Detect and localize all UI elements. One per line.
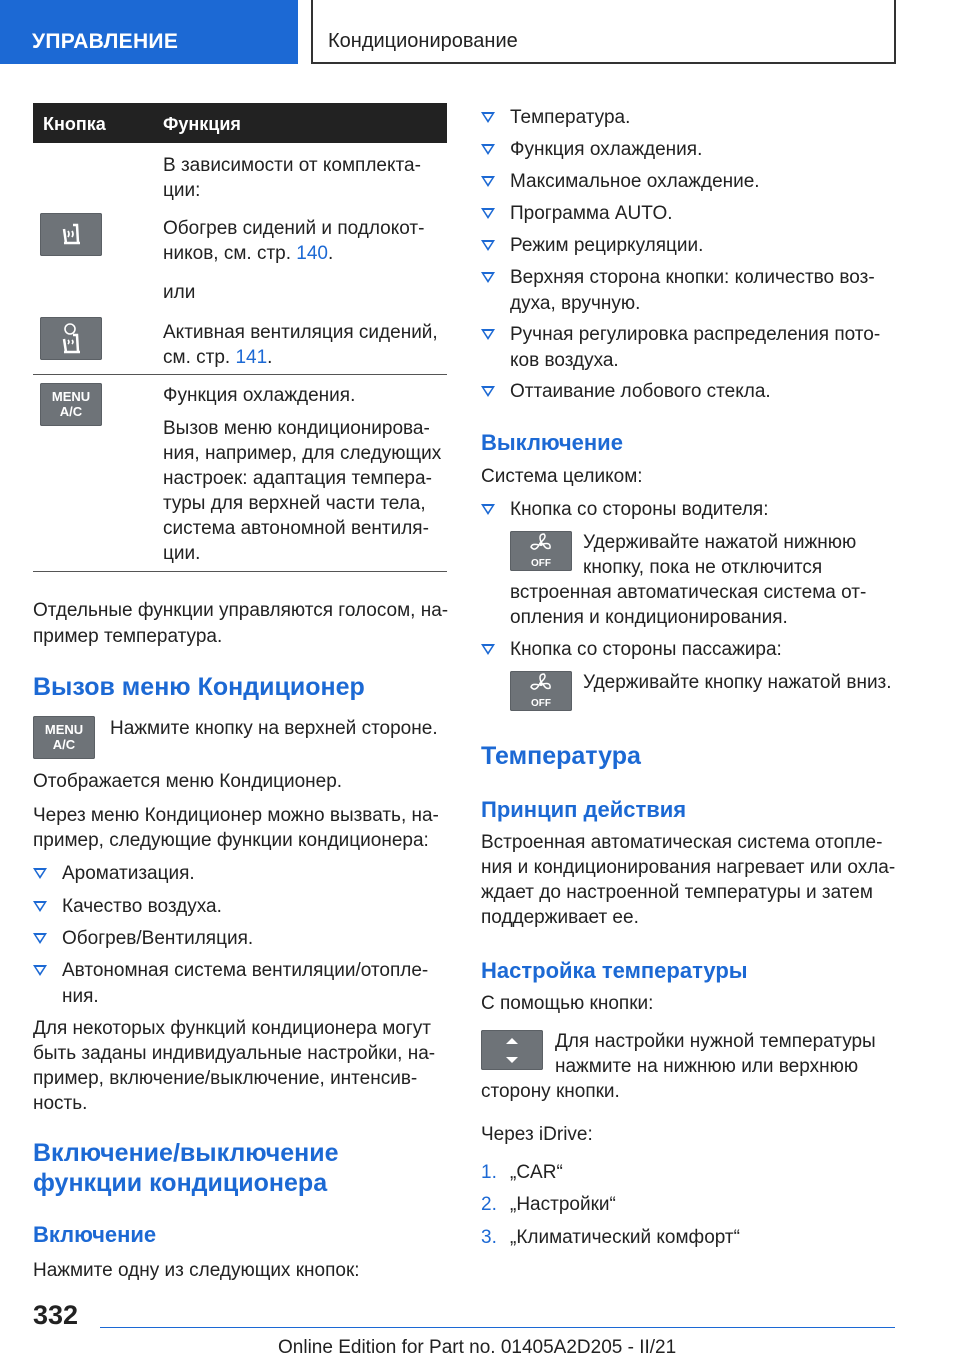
list-item-text: ния.: [62, 986, 99, 1007]
table-divider: [33, 571, 447, 572]
table-cell: или: [163, 282, 196, 303]
fan-off-icon: [510, 531, 572, 571]
section-title: УПРАВЛЕНИЕ: [32, 30, 179, 53]
paragraph: сторону кнопки.: [481, 1081, 620, 1102]
chapter-title: Кондиционирование: [328, 30, 518, 52]
table-cell: [163, 241, 447, 266]
page-number: 332: [33, 1300, 79, 1330]
list-item: [481, 169, 760, 195]
list-item: [481, 233, 703, 259]
list-item-text: Автономная система вентиляции/отопле-: [62, 960, 429, 981]
table-cell: ния, например, для следующих: [163, 443, 442, 464]
paragraph: Отдельные функции управляются голосом, на-: [33, 600, 449, 621]
list-item-text: Кнопка со стороны водителя:: [510, 499, 769, 520]
paragraph: ждает до настроенной температуры и затем: [481, 882, 873, 903]
bullet-triangle-icon: [481, 386, 495, 397]
list-item: [481, 637, 782, 663]
off-label: OFF: [531, 558, 551, 569]
bullet-triangle-icon: [481, 329, 495, 340]
text: ников, см. стр.: [163, 243, 297, 264]
heading-onoff: Включение/выключение: [33, 1139, 339, 1167]
text: .: [267, 347, 273, 368]
off-label: OFF: [531, 698, 551, 709]
table-header: [33, 103, 447, 143]
bullet-triangle-icon: [481, 112, 495, 123]
edition-text: Online Edition for Part no. 01405A2D205 - II/21: [278, 1337, 677, 1358]
menu-label: MENU: [51, 389, 91, 404]
heading-temperature: Температура: [481, 742, 641, 770]
table-cell: туры для верхней части тела,: [163, 493, 426, 514]
paragraph: пример, включение/выключение, интенсив-: [33, 1068, 418, 1089]
seat-heating-icon: [40, 213, 102, 256]
list-item-text: Программа AUTO.: [510, 203, 673, 224]
list-item: [481, 322, 880, 374]
list-item-text: Кнопка со стороны пассажира:: [510, 639, 782, 660]
table-cell: настроек: адаптация темпера-: [163, 468, 432, 489]
list-item-text: Обогрев/Вентиляция.: [62, 928, 254, 949]
text: .: [328, 243, 334, 264]
paragraph: Для настройки нужной температуры: [555, 1031, 876, 1052]
table-divider: [33, 374, 447, 375]
fan-off-button: [510, 531, 572, 571]
heading-onoff: функции кондиционера: [33, 1169, 328, 1197]
paragraph: Удерживайте кнопку нажатой вниз.: [583, 672, 892, 693]
page-link-141[interactable]: 141: [235, 347, 268, 368]
list-item: [481, 379, 771, 405]
list-item: [481, 137, 702, 163]
list-item: [481, 201, 673, 227]
bullet-triangle-icon: [481, 240, 495, 251]
paragraph: опления и кондиционирования.: [510, 607, 788, 628]
bullet-triangle-icon: [33, 901, 47, 912]
paragraph: быть заданы индивидуальные настройки, на-: [33, 1043, 436, 1064]
heading-off: Выключение: [481, 430, 623, 455]
table-cell: ции.: [163, 543, 201, 564]
paragraph: поддерживает ее.: [481, 907, 639, 928]
seat-ventilation-icon: [40, 317, 102, 360]
bullet-triangle-icon: [481, 176, 495, 187]
paragraph: кнопку, пока не отключится: [583, 557, 823, 578]
heading-principle: Принцип действия: [481, 797, 687, 822]
section-tab: [0, 0, 298, 64]
bullet-triangle-icon: [481, 144, 495, 155]
menu-ac-button: [33, 716, 95, 759]
chapter-box: [311, 0, 896, 64]
list-item: [33, 926, 253, 952]
table-cell: Активная вентиляция сидений,: [163, 322, 438, 343]
page-link-140[interactable]: 140: [296, 243, 328, 264]
list-item-text: Ароматизация.: [62, 863, 195, 884]
text: см. стр.: [163, 347, 236, 368]
seat-heating-button: [40, 213, 102, 256]
step-text: „CAR“: [510, 1162, 563, 1183]
paragraph: Нажмите кнопку на верхней стороне.: [110, 718, 438, 739]
paragraph: Нажмите одну из следующих кнопок:: [33, 1260, 360, 1281]
heading-setting: Настройка температуры: [481, 958, 748, 983]
list-item-text: Режим рециркуляции.: [510, 235, 704, 256]
bullet-triangle-icon: [33, 965, 47, 976]
step-text: „Климатический комфорт“: [510, 1227, 740, 1248]
ac-label: A/C: [52, 737, 76, 752]
seat-ventilation-button: [40, 317, 102, 360]
bullet-triangle-icon: [33, 868, 47, 879]
table-cell: В зависимости от комплекта-: [163, 155, 421, 176]
list-item-text: Оттаивание лобового стекла.: [510, 381, 771, 402]
step-number: 2.: [481, 1194, 497, 1215]
paragraph: пример температура.: [33, 626, 223, 647]
menu-ac-button: [40, 383, 102, 426]
heading-menu: Вызов меню Кондиционер: [33, 673, 365, 701]
menu-label: MENU: [44, 722, 84, 737]
list-item-text: Максимальное охлаждение.: [510, 171, 760, 192]
fan-off-icon: [510, 671, 572, 711]
footer-divider: [100, 1327, 895, 1328]
step-number: 3.: [481, 1227, 497, 1248]
bullet-triangle-icon: [481, 644, 495, 655]
paragraph: нажмите на нижнюю или верхнюю: [555, 1056, 859, 1077]
paragraph: Через iDrive:: [481, 1124, 593, 1145]
paragraph: ния и кондиционирования нагревает или охла-: [481, 857, 896, 878]
bullet-triangle-icon: [481, 272, 495, 283]
paragraph: ность.: [33, 1093, 88, 1114]
table-col-function: Функция: [163, 114, 241, 134]
list-item: [33, 894, 222, 920]
list-item-text: ков воздуха.: [510, 350, 619, 371]
ac-label: A/C: [59, 404, 83, 419]
list-item: [33, 958, 428, 1010]
up-down-arrows-icon: [481, 1030, 543, 1070]
paragraph: Отображается меню Кондиционер.: [33, 771, 343, 792]
paragraph: С помощью кнопки:: [481, 993, 654, 1014]
paragraph: пример, следующие функции кондиционера:: [33, 830, 429, 851]
table-cell: Вызов меню кондиционирова-: [163, 418, 430, 439]
step-text: „Настройки“: [510, 1194, 616, 1215]
fan-off-button: [510, 671, 572, 711]
table-cell: Функция охлаждения.: [163, 385, 356, 406]
temperature-rocker-button: [481, 1030, 543, 1070]
list-item: [481, 497, 768, 523]
table-cell: система автономной вентиля-: [163, 518, 429, 539]
bullet-triangle-icon: [33, 933, 47, 944]
paragraph: Для некоторых функций кондиционера могут: [33, 1018, 432, 1039]
paragraph: Через меню Кондиционер можно вызвать, на-: [33, 805, 439, 826]
step-number: 1.: [481, 1162, 497, 1183]
paragraph: Встроенная автоматическая система отопле-: [481, 832, 883, 853]
paragraph: встроенная автоматическая система от-: [510, 582, 867, 603]
table-cell: [163, 345, 447, 370]
list-item-text: духа, вручную.: [510, 293, 641, 314]
list-item-text: Температура.: [510, 107, 631, 128]
list-item: [33, 861, 195, 887]
paragraph: Система целиком:: [481, 466, 643, 487]
table-col-button: Кнопка: [43, 114, 106, 134]
bullet-triangle-icon: [481, 208, 495, 219]
bullet-triangle-icon: [481, 504, 495, 515]
table-cell: ции:: [163, 180, 201, 201]
list-item: [481, 105, 630, 131]
table-cell: Обогрев сидений и подлокот-: [163, 218, 425, 239]
list-item-text: Верхняя сторона кнопки: количество воз-: [510, 267, 875, 288]
paragraph: Удерживайте нажатой нижнюю: [583, 532, 857, 553]
list-item-text: Качество воздуха.: [62, 896, 222, 917]
list-item: [481, 265, 875, 317]
list-item-text: Функция охлаждения.: [510, 139, 703, 160]
heading-on: Включение: [33, 1222, 157, 1247]
list-item-text: Ручная регулировка распределения пото-: [510, 324, 881, 345]
